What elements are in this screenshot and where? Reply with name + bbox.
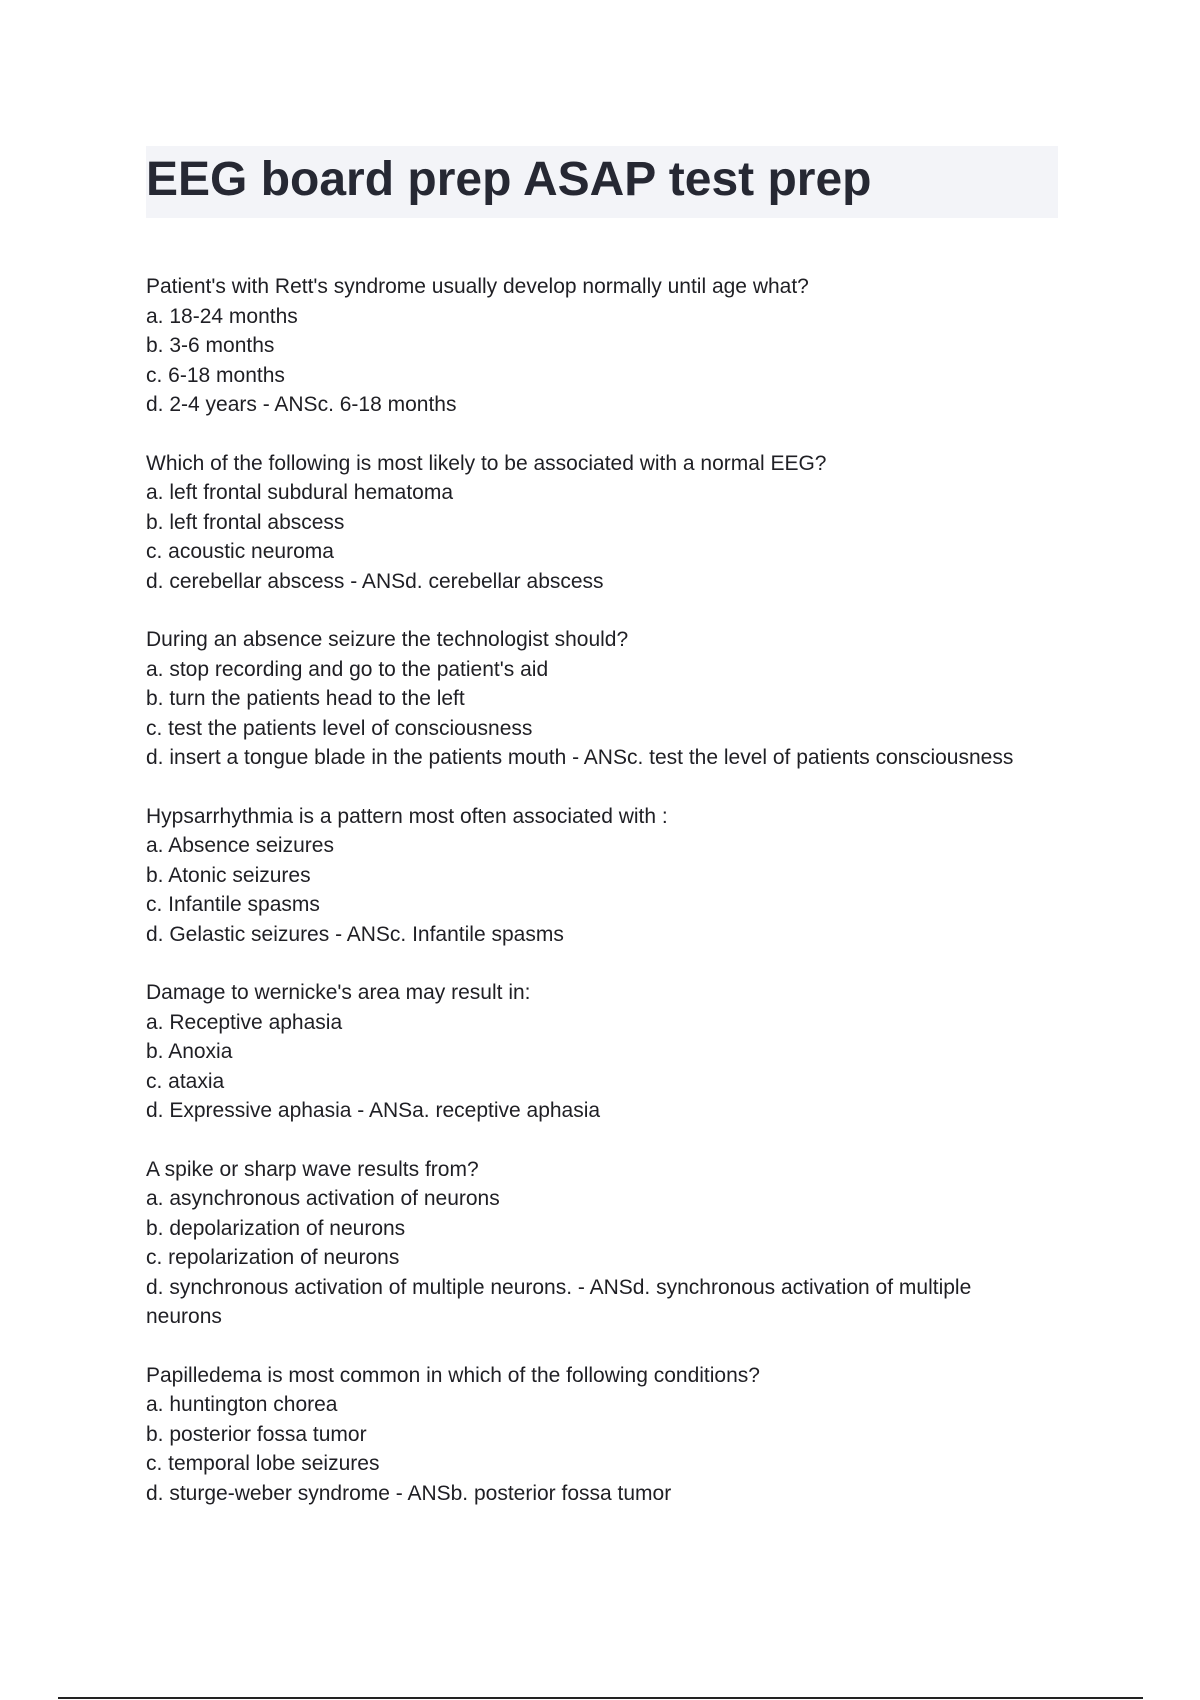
answer-option-with-key: d. insert a tongue blade in the patients mouth - ANSc. test the level of patients consciousness	[146, 746, 1014, 769]
question-prompt: Which of the following is most likely to be associated with a normal EEG?	[146, 451, 827, 475]
answer-option: c. 6-18 months	[146, 363, 285, 387]
answer-option: a. stop recording and go to the patient's aid	[146, 657, 549, 681]
question-block	[146, 449, 1046, 597]
answer-option: a. huntington chorea	[146, 1393, 338, 1416]
title-banner	[146, 146, 1058, 218]
answer-option: c. repolarization of neurons	[146, 1246, 400, 1269]
answer-option: a. left frontal subdural hematoma	[146, 481, 454, 504]
answer-option: c. temporal lobe seizures	[146, 1452, 380, 1475]
answer-option: c. ataxia	[146, 1069, 225, 1093]
question-block	[146, 978, 1046, 1126]
question-block	[146, 625, 1046, 773]
question-block	[146, 802, 1046, 950]
question-list	[146, 272, 1046, 1537]
answer-option-with-key: d. Gelastic seizures - ANSc. Infantile spasms	[146, 922, 564, 946]
footer-divider	[58, 1697, 1143, 1699]
question-prompt: Hypsarrhythmia is a pattern most often associated with :	[146, 804, 668, 828]
question-prompt: Damage to wernicke's area may result in:	[146, 981, 531, 1004]
answer-option-with-key: d. cerebellar abscess - ANSd. cerebellar abscess	[146, 569, 604, 593]
answer-option: b. Atonic seizures	[146, 863, 311, 887]
answer-option: b. posterior fossa tumor	[146, 1422, 367, 1446]
answer-option: a. Receptive aphasia	[146, 1010, 343, 1034]
question-block	[146, 272, 1046, 420]
answer-option: a. asynchronous activation of neurons	[146, 1187, 500, 1210]
question-prompt: Papilledema is most common in which of the following conditions?	[146, 1363, 760, 1387]
question-prompt: Patient's with Rett's syndrome usually develop normally until age what?	[146, 275, 809, 298]
answer-option-with-key: d. Expressive aphasia - ANSa. receptive aphasia	[146, 1099, 601, 1122]
answer-option-with-key: d. sturge-weber syndrome - ANSb. posterior fossa tumor	[146, 1481, 672, 1505]
answer-option: b. depolarization of neurons	[146, 1216, 406, 1240]
answer-option-with-key: d. synchronous activation of multiple neurons. - ANSd. synchronous activation of multiple neurons	[146, 1275, 972, 1328]
answer-option: b. Anoxia	[146, 1040, 233, 1063]
answer-option: a. 18-24 months	[146, 304, 298, 328]
answer-option: b. left frontal abscess	[146, 510, 345, 534]
answer-option: b. 3-6 months	[146, 334, 275, 357]
question-prompt: A spike or sharp wave results from?	[146, 1157, 479, 1181]
question-block	[146, 1155, 1046, 1332]
answer-option-with-key: d. 2-4 years - ANSc. 6-18 months	[146, 393, 457, 416]
answer-option: c. acoustic neuroma	[146, 540, 334, 563]
answer-option: a. Absence seizures	[146, 834, 334, 857]
question-block	[146, 1361, 1046, 1509]
question-prompt: During an absence seizure the technologist should?	[146, 628, 629, 651]
answer-option: c. Infantile spasms	[146, 893, 320, 916]
answer-option: b. turn the patients head to the left	[146, 687, 465, 710]
document-title: EEG board prep ASAP test prep	[146, 153, 872, 206]
answer-option: c. test the patients level of consciousness	[146, 716, 533, 740]
